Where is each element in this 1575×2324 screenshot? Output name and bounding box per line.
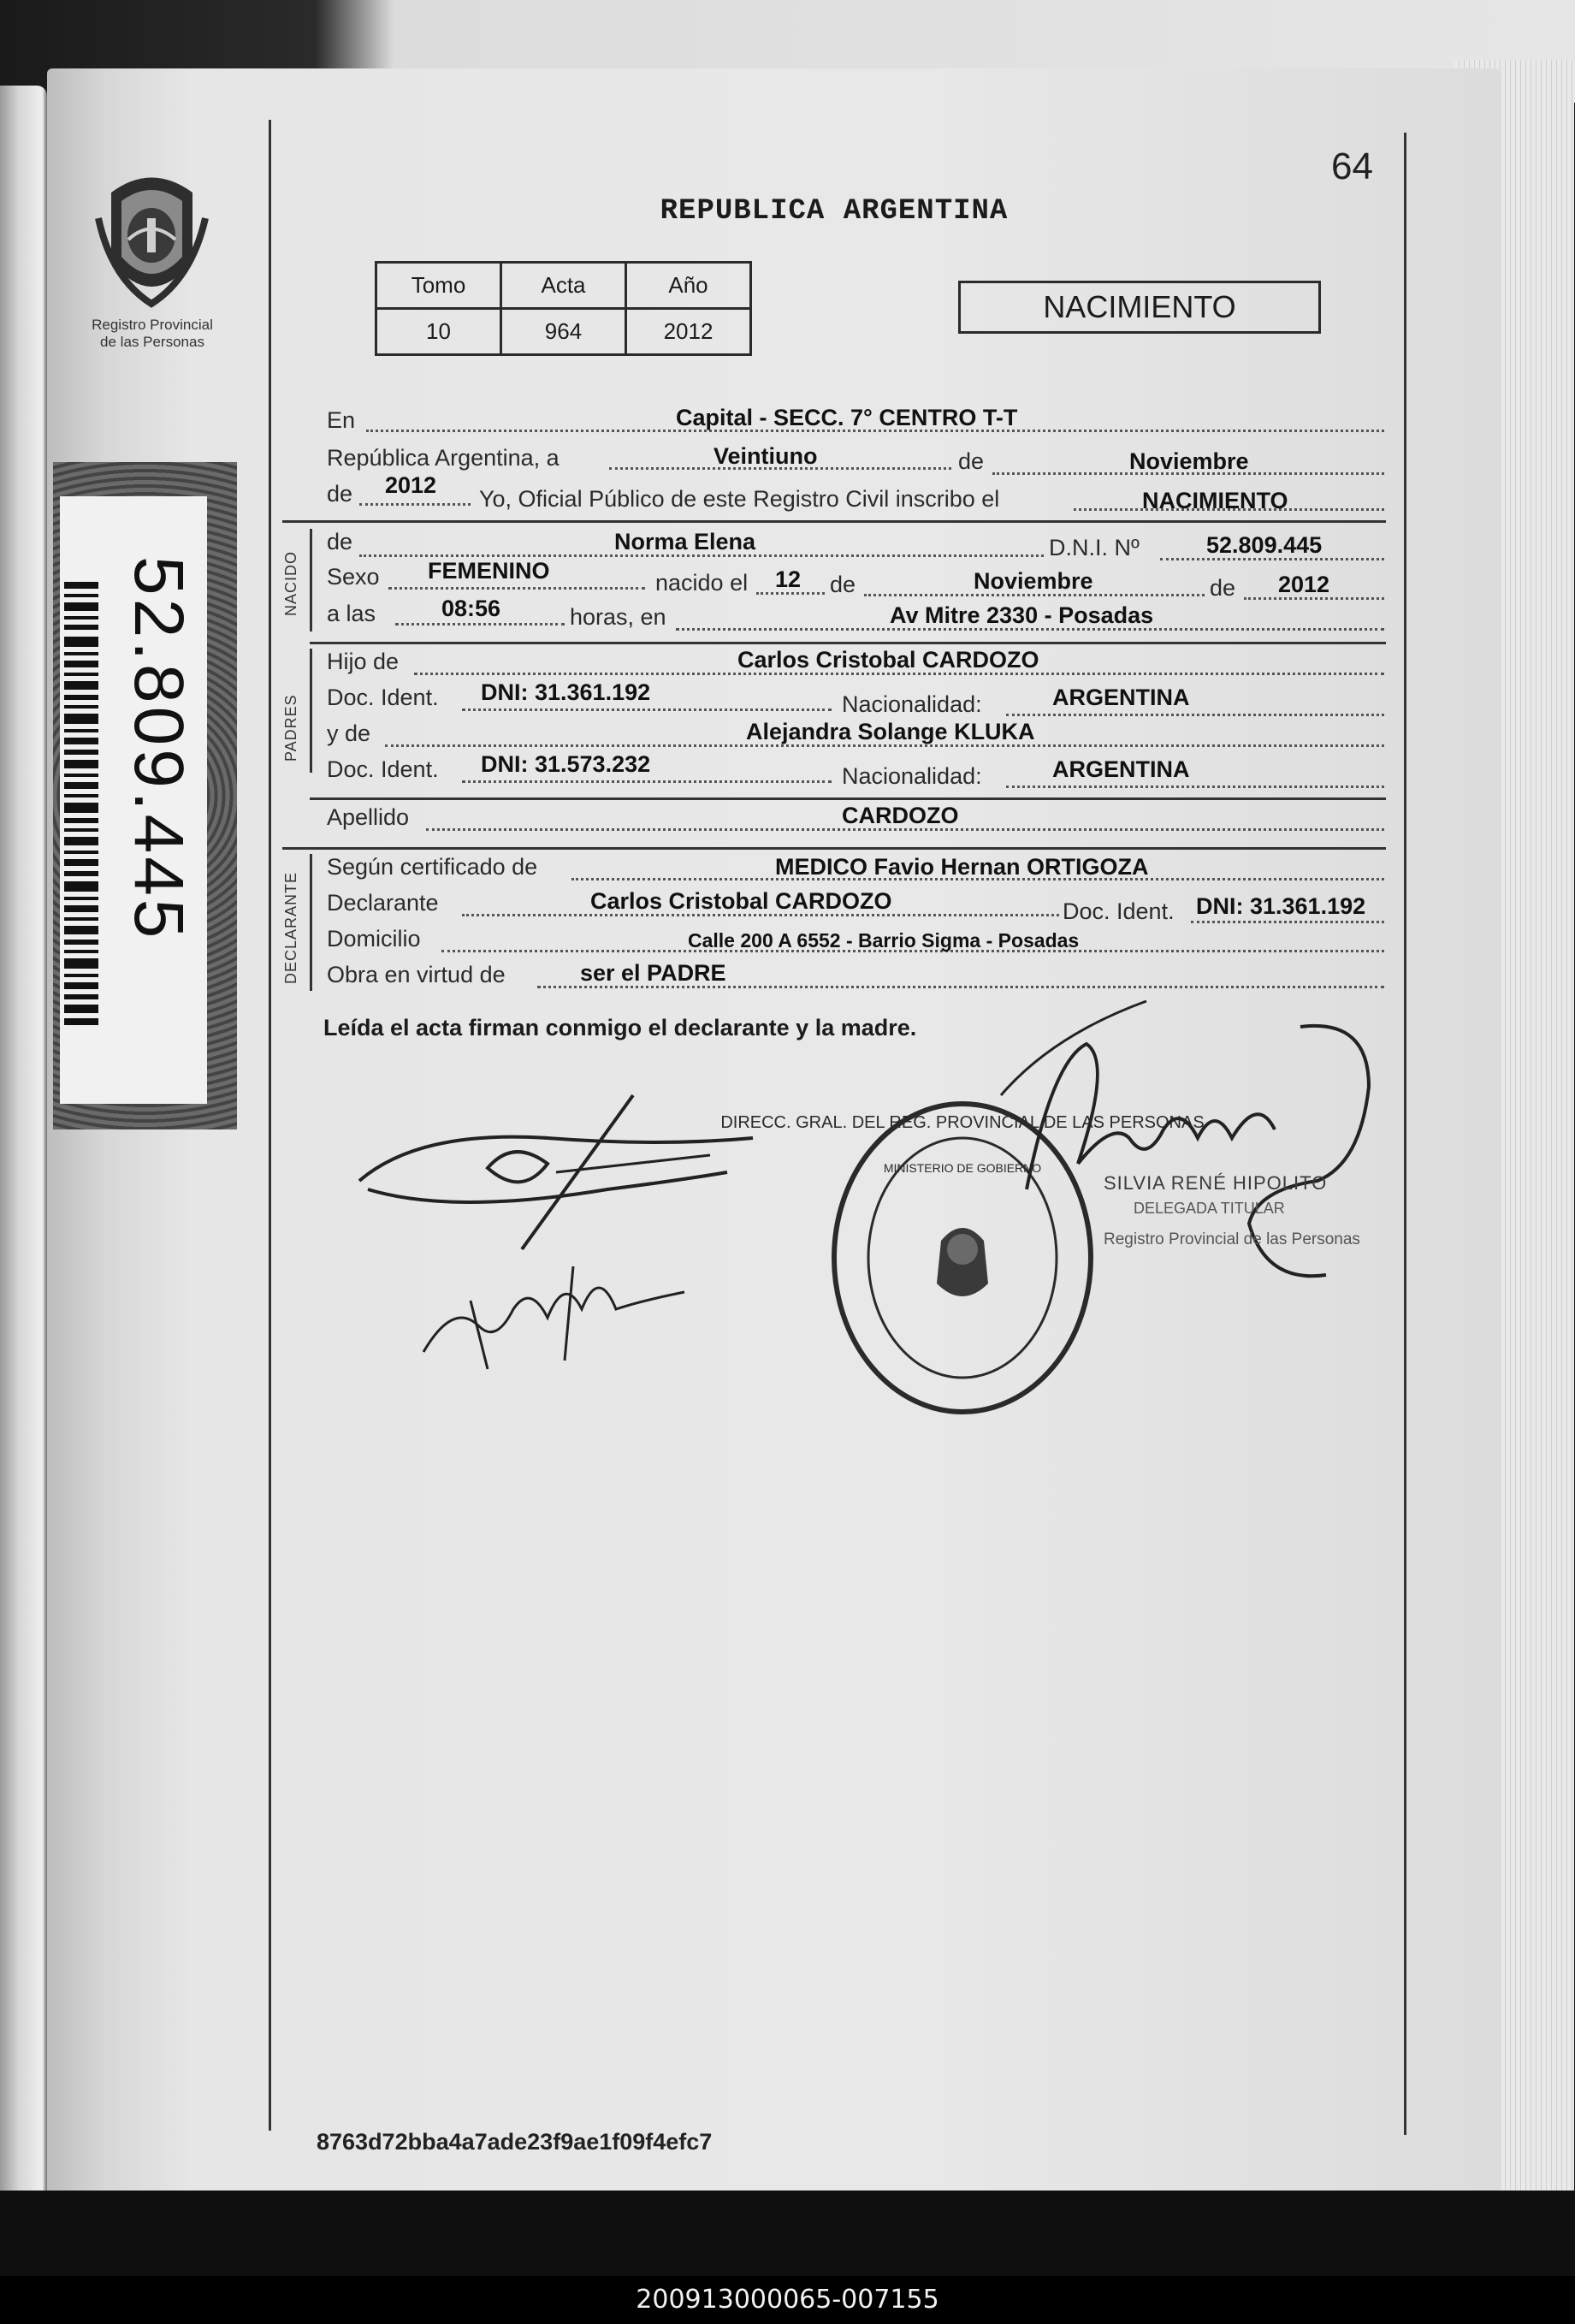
dotted-line: [359, 503, 471, 506]
value-father-doc: DNI: 31.361.192: [481, 679, 651, 705]
value-certificate: MEDICO Favio Hernan ORTIGOZA: [775, 854, 1149, 880]
side-label-padres: PADRES: [282, 694, 299, 762]
dotted-line: [1191, 921, 1384, 923]
value-birth-year: 2012: [1278, 572, 1330, 597]
provincial-emblem-icon: [94, 167, 210, 308]
footer-id: 200913000065-007155: [0, 2276, 1575, 2324]
label-sexo: Sexo: [327, 564, 380, 590]
left-margin-rule: [269, 120, 271, 2131]
side-bar: [310, 854, 312, 991]
value-mother-nationality: ARGENTINA: [1052, 756, 1190, 782]
label-domicilio: Domicilio: [327, 926, 421, 952]
dotted-line: [388, 587, 645, 590]
label-de: de: [958, 448, 985, 474]
registry-header-row: [376, 263, 751, 309]
value-name: Norma Elena: [614, 529, 756, 554]
mother-signature: [419, 1249, 693, 1378]
value-father: Carlos Cristobal CARDOZO: [737, 647, 1039, 673]
dotted-line: [1006, 714, 1384, 716]
right-margin-rule: [1404, 133, 1406, 2135]
dotted-line: [395, 623, 565, 625]
label-dni: D.N.I. Nº: [1049, 535, 1140, 560]
value-reason: ser el PADRE: [580, 960, 726, 986]
dotted-line: [462, 708, 832, 711]
registry-value-cell: 10: [376, 309, 501, 355]
label-republica: República Argentina, a: [327, 445, 560, 471]
closing-statement: Leída el acta firman conmigo el declarante y la madre.: [323, 1015, 917, 1040]
label-yo-oficial: Yo, Oficial Público de este Registro Civil inscribo el: [479, 486, 1000, 512]
label-doc-ident2: Doc. Ident.: [327, 756, 439, 782]
document-title: REPUBLICA ARGENTINA: [660, 195, 1009, 228]
section-separator: [310, 642, 1386, 644]
label-nacionalidad: Nacionalidad:: [842, 691, 982, 717]
book-spine: [0, 86, 47, 2208]
barcode-number: 52.809.445: [120, 556, 198, 942]
registry-value-row: [376, 309, 751, 355]
registry-value-cell: 2012: [626, 309, 751, 355]
label-de-day: de: [830, 572, 856, 597]
side-label-nacido: NACIDO: [282, 550, 299, 616]
label-a-las: a las: [327, 601, 376, 626]
official-role: DELEGADA TITULAR: [1134, 1200, 1285, 1217]
section-separator: [310, 797, 1386, 800]
label-y-de: y de: [327, 720, 371, 746]
side-bar: [310, 529, 312, 631]
label-apellido: Apellido: [327, 804, 410, 830]
registry-header-cell: Acta: [501, 263, 626, 309]
record-type-box: NACIMIENTO: [958, 281, 1321, 334]
folio-number: 64: [1331, 145, 1373, 187]
label-horas-en: horas, en: [570, 604, 666, 630]
registry-table: [375, 261, 752, 356]
side-label-declarante: DECLARANTE: [282, 871, 299, 984]
value-act: NACIMIENTO: [1142, 488, 1288, 513]
value-address: Calle 200 A 6552 - Barrio Sigma - Posadas: [688, 929, 1080, 952]
registry-value-cell: 964: [501, 309, 626, 355]
value-declarant: Carlos Cristobal CARDOZO: [590, 888, 892, 914]
dotted-line: [1006, 786, 1384, 788]
label-nacido-el: nacido el: [655, 570, 749, 596]
background-bottom: [0, 2191, 1575, 2285]
value-mother: Alejandra Solange KLUKA: [746, 719, 1035, 744]
label-segun-certificado: Según certificado de: [327, 854, 538, 880]
value-sex: FEMENINO: [428, 558, 550, 584]
value-place: Capital - SECC. 7° CENTRO T-T: [676, 405, 1018, 430]
seal-inner-text: MINISTERIO DE GOBIERNO: [883, 1161, 1042, 1175]
label-declarante: Declarante: [327, 890, 439, 916]
barcode-icon: [64, 582, 98, 1027]
value-year: 2012: [385, 472, 437, 498]
value-mother-doc: DNI: 31.573.232: [481, 751, 651, 777]
registry-header-cell: Año: [626, 263, 751, 309]
value-father-nationality: ARGENTINA: [1052, 685, 1190, 710]
value-declarant-doc: DNI: 31.361.192: [1196, 893, 1366, 919]
official-name: SILVIA RENÉ HIPOLITO: [1104, 1172, 1328, 1194]
document-hash: 8763d72bba4a7ade23f9ae1f09f4efc7: [317, 2129, 713, 2155]
label-obra-en-virtud: Obra en virtud de: [327, 962, 506, 987]
dotted-line: [462, 780, 832, 783]
value-hour: 08:56: [441, 596, 501, 621]
label-en: En: [327, 407, 356, 433]
label-doc-ident3: Doc. Ident.: [1063, 898, 1175, 924]
label-nacionalidad2: Nacionalidad:: [842, 763, 982, 789]
value-month: Noviembre: [1129, 448, 1249, 474]
registry-header-cell: Tomo: [376, 263, 501, 309]
label-de-year: de: [327, 481, 353, 507]
label-de-year2: de: [1210, 575, 1236, 601]
official-office: Registro Provincial de las Personas: [1104, 1230, 1360, 1248]
value-birth-place: Av Mitre 2330 - Posadas: [890, 602, 1154, 628]
value-birth-day: 12: [775, 566, 802, 592]
value-surname: CARDOZO: [842, 803, 959, 828]
value-birth-month: Noviembre: [974, 568, 1093, 594]
label-de-name: de: [327, 529, 353, 554]
value-dni: 52.809.445: [1206, 532, 1323, 558]
label-hijo-de: Hijo de: [327, 649, 400, 674]
section-separator: [282, 520, 1386, 523]
section-separator: [282, 847, 1386, 850]
seal-ring-text: DIRECC. GRAL. DEL REG. PROVINCIAL DE LAS PERSONAS: [720, 1113, 1205, 1132]
value-day: Veintiuno: [713, 443, 818, 469]
official-signature: [975, 993, 1403, 1318]
side-bar: [310, 649, 312, 773]
declarant-signature: [351, 1087, 761, 1258]
emblem-caption: Registro Provincial de las Personas: [92, 317, 213, 350]
label-doc-ident: Doc. Ident.: [327, 685, 439, 710]
